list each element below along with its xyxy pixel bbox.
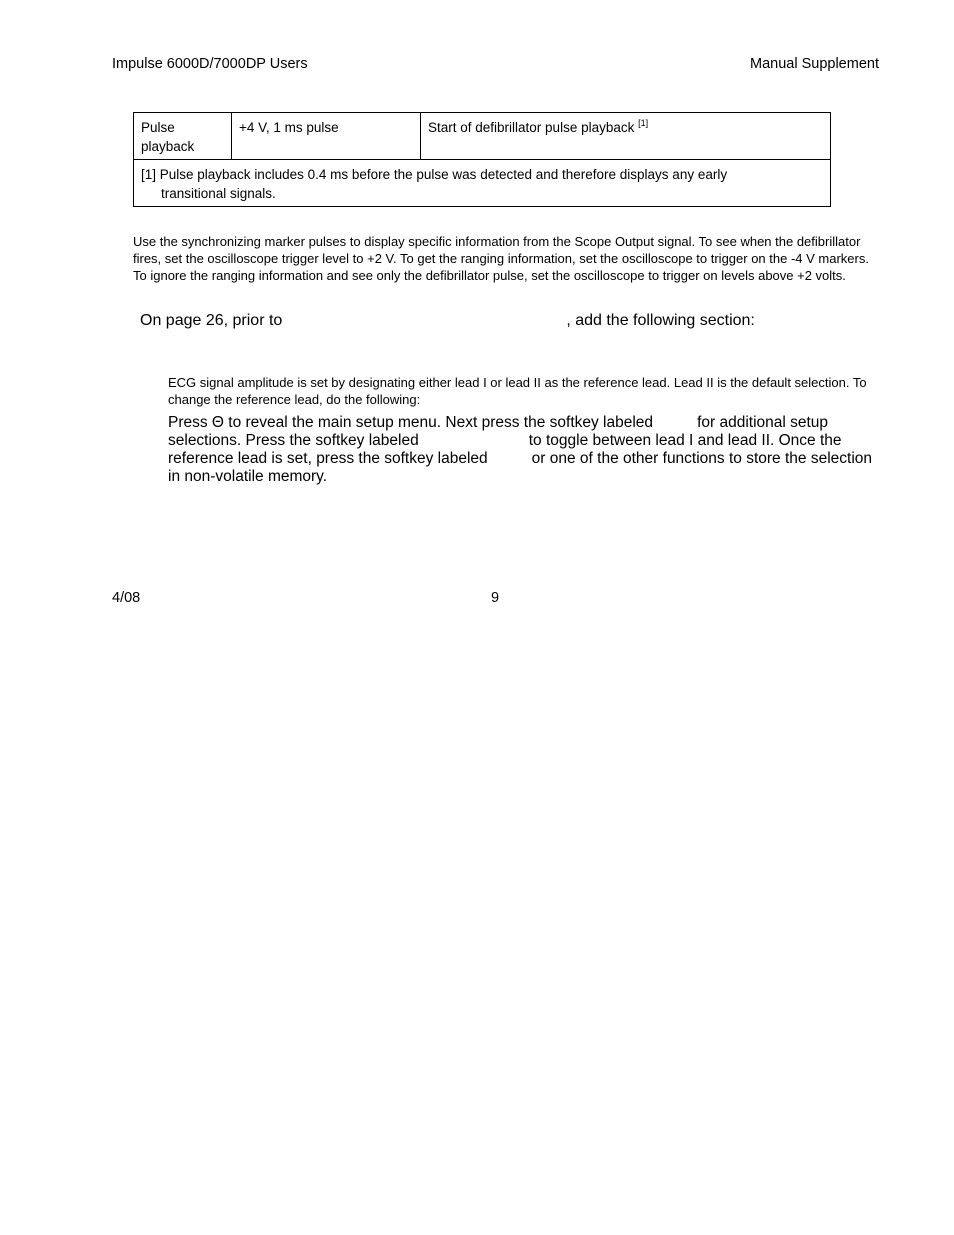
- table-row: [134, 113, 831, 160]
- signal-cell: Pulse playback: [134, 113, 232, 160]
- insertion-instruction: [140, 311, 900, 330]
- instruction-after: , add the following section:: [566, 312, 755, 329]
- page-number: 9: [491, 590, 500, 606]
- running-header-subtitle: Manual Supplement: [750, 56, 879, 72]
- footnote-ref: [1]: [638, 118, 649, 128]
- signal-table: [133, 112, 831, 207]
- level-cell: +4 V, 1 ms pulse: [232, 113, 421, 160]
- footnote-line1: [1] Pulse playback includes 0.4 ms before the pulse was detected and therefore displays any early: [141, 167, 728, 182]
- description-cell: [421, 113, 831, 160]
- description-text: Start of defibrillator pulse playback: [428, 120, 635, 135]
- ecg-amplitude-paragraph: ECG signal amplitude is set by designating either lead I or lead II as the reference lead. Lead II is the default selection. To change the reference lead, do the following:: [168, 375, 867, 407]
- steps-part4: or one of the other functions to store the selection in non-volatile memory.: [168, 450, 873, 485]
- running-header-title: Impulse 6000D/7000DP Users: [112, 56, 308, 72]
- footnote-line2: transitional signals.: [161, 186, 276, 201]
- instruction-before: On page 26, prior to: [140, 312, 283, 329]
- table-footnote-row: [134, 160, 831, 207]
- footnote-cell: [134, 160, 831, 207]
- setup-steps-paragraph: [168, 414, 888, 486]
- steps-part1: Press Θ to reveal the main setup menu. Next press the softkey labeled: [168, 414, 654, 431]
- footer-date: 4/08: [112, 590, 141, 606]
- steps-part3: to toggle between lead I and lead II. Once the reference lead is set, press the softkey labeled: [168, 432, 842, 467]
- marker-pulse-paragraph: Use the synchronizing marker pulses to display specific information from the Scope Output signal. To see when the defibrillator fires, set the oscilloscope trigger level to +2 V. To get the ranging information, set the oscilloscope to trigger on the -4 V markers. To ignore the ranging information and see only the defibrillator pulse, set the oscilloscope to trigger on levels above +2 volts.: [133, 234, 869, 283]
- steps-part2: for additional setup selections. Press the softkey labeled: [168, 414, 829, 449]
